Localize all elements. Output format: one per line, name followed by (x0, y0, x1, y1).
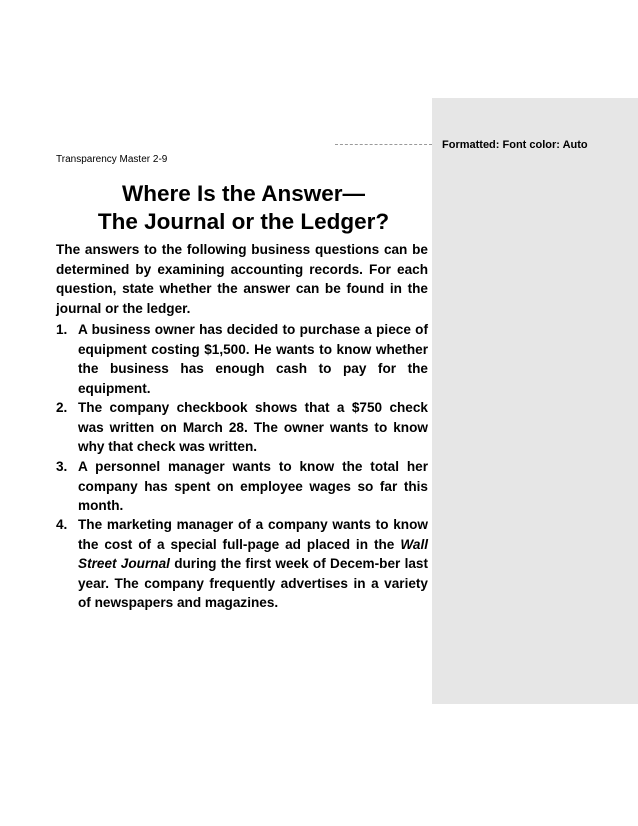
page-title (56, 180, 431, 236)
question-number: 2. (56, 400, 68, 415)
question-number: 4. (56, 517, 68, 532)
question-4 (56, 515, 428, 613)
question-text (78, 515, 428, 613)
question-text: A business owner has decided to purchase a piece of equipment costing $1,500. He wants to know whether the business has enough cash to pay for the equipment. (78, 322, 428, 396)
title-line-1: Where Is the Answer— (122, 181, 365, 206)
question-2 (56, 398, 428, 457)
question-text: The company checkbook shows that a $750 check was written on March 28. The owner wants to know why that check was written. (78, 400, 428, 454)
format-comment[interactable]: Formatted: Font color: Auto (442, 139, 588, 151)
question-text-after: during the first week of Decem-ber last year. The company frequently advertises in a variety of newspapers and magazines. (78, 556, 429, 610)
question-number: 1. (56, 322, 68, 337)
question-3 (56, 457, 428, 516)
transparency-label: Transparency Master 2-9 (56, 154, 168, 165)
comment-pane (432, 98, 638, 704)
title-line-2: The Journal or the Ledger? (97, 209, 390, 234)
intro-paragraph: The answers to the following business questions can be determined by examining accounting records. For each question, state whether the answer can be found in the journal or the ledger. (56, 242, 428, 316)
question-number: 3. (56, 459, 68, 474)
publication-name: Wall Street Journal (78, 536, 429, 571)
question-text-before: The marketing manager of a company wants to know the cost of a special full-page ad placed in the (78, 517, 428, 552)
question-1 (56, 320, 428, 398)
question-text: A personnel manager wants to know the total her company has spent on employee wages so far this month. (78, 459, 428, 513)
comment-connector-line (335, 144, 432, 145)
